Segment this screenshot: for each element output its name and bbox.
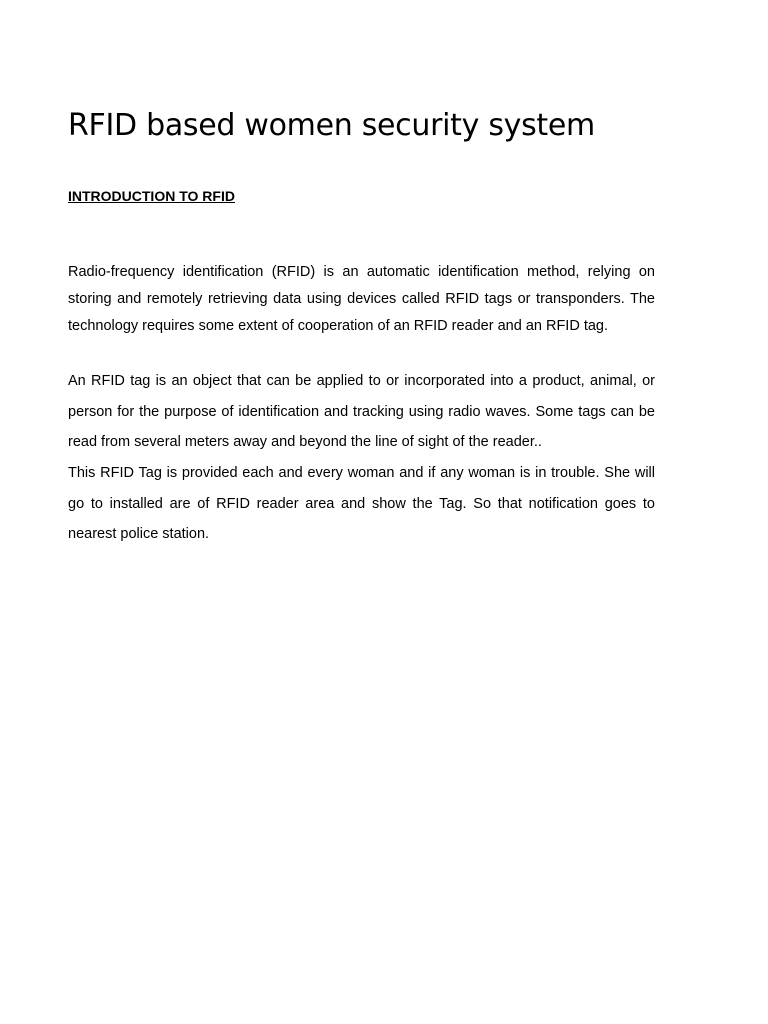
paragraph-rfid-tag: An RFID tag is an object that can be applied to or incorporated into a product, animal, or person for the purpose of identification and tracking using radio waves. Some tags can be read from several meters away and beyond the line of sight of the reader.. <box>68 373 655 450</box>
paragraph-women-security: This RFID Tag is provided each and every woman and if any woman is in trouble. She will go to installed are of RFID reader area and show the Tag. So that notification goes to nearest police station. <box>68 465 655 542</box>
section-heading: INTRODUCTION TO RFID <box>68 188 235 204</box>
document-title: RFID based women security system <box>68 108 595 143</box>
paragraph-rfid-definition: Radio-frequency identification (RFID) is an automatic identification method, relying on storing and remotely retrieving data using devices called RFID tags or transponders. The technology requires some extent of cooperation of an RFID reader and an RFID tag. <box>68 264 655 334</box>
